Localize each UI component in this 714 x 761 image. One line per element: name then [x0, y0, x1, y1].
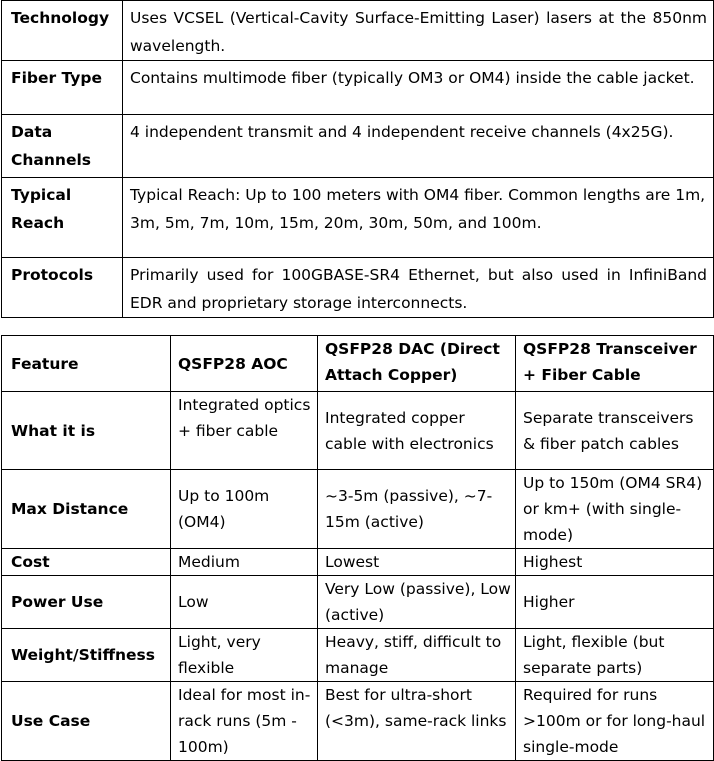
header-feature: Feature	[2, 336, 171, 392]
row-label: Technology	[2, 1, 123, 61]
dac-cell: Heavy, stiff, difficult to manage	[318, 629, 516, 682]
table-row	[2, 682, 714, 761]
transceiver-cell: Light, flexible (but separate parts)	[516, 629, 714, 682]
row-label: Protocols	[2, 258, 123, 318]
header-transceiver: QSFP28 Transceiver + Fiber Cable	[516, 336, 714, 392]
table-row	[2, 392, 714, 470]
table-row	[2, 470, 714, 549]
table-row	[2, 258, 714, 318]
row-value: Contains multimode fiber (typically OM3 or OM4) inside the cable jacket.	[123, 61, 714, 115]
header-dac: QSFP28 DAC (Direct Attach Copper)	[318, 336, 516, 392]
transceiver-cell: Required for runs >100m or for long-haul single-mode	[516, 682, 714, 761]
row-value: Typical Reach: Up to 100 meters with OM4 fiber. Common lengths are 1m, 3m, 5m, 7m, 10m, 15m, 20m, 30m, 50m, and 100m.	[123, 178, 714, 258]
row-label: Typical Reach	[2, 178, 123, 258]
row-value: Uses VCSEL (Vertical-Cavity Surface-Emitting Laser) lasers at the 850nm wavelength.	[123, 1, 714, 61]
table-row	[2, 629, 714, 682]
aoc-cell: Up to 100m (OM4)	[171, 470, 318, 549]
aoc-cell: Integrated optics + fiber cable	[171, 392, 318, 470]
feature-cell: Max Distance	[2, 470, 171, 549]
transceiver-cell: Up to 150m (OM4 SR4) or km+ (with single-mode)	[516, 470, 714, 549]
table-row	[2, 178, 714, 258]
header-aoc: QSFP28 AOC	[171, 336, 318, 392]
table-row	[2, 115, 714, 178]
feature-cell: Power Use	[2, 576, 171, 629]
row-value: Primarily used for 100GBASE-SR4 Ethernet, but also used in InfiniBand EDR and proprietary storage interconnects.	[123, 258, 714, 318]
aoc-cell: Ideal for most in-rack runs (5m - 100m)	[171, 682, 318, 761]
feature-cell: Cost	[2, 549, 171, 576]
header-row	[2, 336, 714, 392]
dac-cell: Lowest	[318, 549, 516, 576]
transceiver-cell: Higher	[516, 576, 714, 629]
table-row	[2, 549, 714, 576]
table-row	[2, 576, 714, 629]
aoc-cell: Light, very flexible	[171, 629, 318, 682]
comparison-table	[1, 335, 714, 761]
table-row	[2, 61, 714, 115]
row-label: Data Channels	[2, 115, 123, 178]
table-row	[2, 1, 714, 61]
transceiver-cell: Highest	[516, 549, 714, 576]
dac-cell: Best for ultra-short (<3m), same-rack links	[318, 682, 516, 761]
transceiver-cell: Separate transceivers & fiber patch cables	[516, 392, 714, 470]
feature-cell: What it is	[2, 392, 171, 470]
row-value: 4 independent transmit and 4 independent receive channels (4x25G).	[123, 115, 714, 178]
dac-cell: Integrated copper cable with electronics	[318, 392, 516, 470]
feature-cell: Weight/Stiffness	[2, 629, 171, 682]
dac-cell: Very Low (passive), Low (active)	[318, 576, 516, 629]
dac-cell: ~3-5m (passive), ~7-15m (active)	[318, 470, 516, 549]
row-label: Fiber Type	[2, 61, 123, 115]
spec-table	[1, 0, 714, 318]
feature-cell: Use Case	[2, 682, 171, 761]
aoc-cell: Medium	[171, 549, 318, 576]
aoc-cell: Low	[171, 576, 318, 629]
